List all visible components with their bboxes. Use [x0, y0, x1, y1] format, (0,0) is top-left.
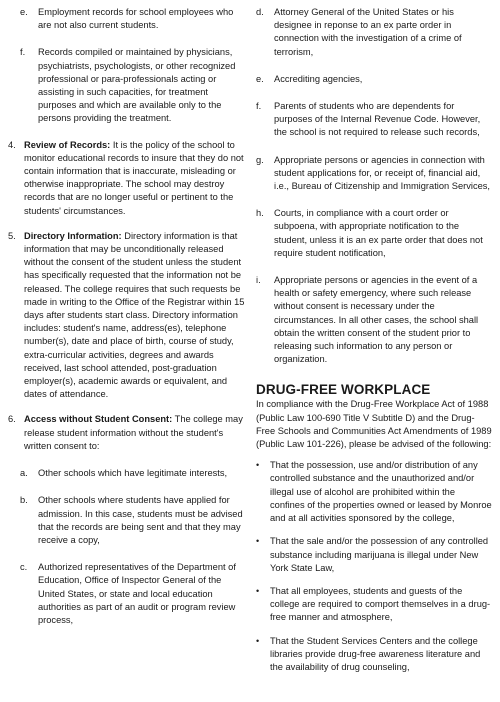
- item-marker: d.: [256, 7, 264, 17]
- bullet-item: [256, 635, 492, 675]
- list-item-d: [256, 6, 492, 59]
- bullet-item: [256, 459, 492, 525]
- item-marker: i.: [256, 275, 261, 286]
- item-text: Attorney General of the United States or his designee in reponse to an ex parte order in connection with the investigation of a crime of terrorism,: [274, 7, 462, 57]
- list-item-h: [256, 207, 492, 260]
- list-item-i: [256, 274, 492, 366]
- item-text: Parents of students who are dependents for purposes of the Internal Revenue Code. However, the school is not required to release such records,: [274, 101, 481, 138]
- list-item-f: [20, 46, 246, 125]
- bullet-text: That the sale and/or the possession of any controlled substance including marijuana is illegal under New York State Law,: [270, 536, 489, 573]
- item-title: Review of Records:: [24, 139, 111, 150]
- item-text: Appropriate persons or agencies in connection with student applications for, or receipt of, financial aid, i.e., Bureau of Citizenship and Immigration Services,: [274, 154, 490, 192]
- item-text: Courts, in compliance with a court order or subpoena, with appropriate notification to the student, unless it is an ex parte order that does not require student notification,: [274, 208, 483, 258]
- list-item-e: [256, 73, 492, 86]
- item-text: Records compiled or maintained by physicians, psychiatrists, psychologists, or other recognized professional or para-professionals acting or assisting in such capacities, for treatment purposes and which are available only to the persons providing the treatment.: [38, 47, 236, 124]
- item-marker: 4.: [8, 139, 16, 150]
- list-item-g: [256, 154, 492, 194]
- item-text: Authorized representatives of the Department of Education, Office of Inspector General of the United States, or state and local education authorities as part of an audit or program review process,: [38, 562, 236, 625]
- section-heading: DRUG-FREE WORKPLACE: [256, 382, 431, 398]
- bullet-marker: •: [256, 585, 260, 596]
- item-marker: h.: [256, 208, 264, 219]
- item-text: [24, 230, 246, 402]
- list-item-5: [8, 230, 246, 402]
- item-marker: f.: [20, 47, 26, 58]
- item-marker: f.: [256, 101, 262, 112]
- item-marker: 6.: [8, 414, 16, 425]
- list-item-f: [256, 100, 492, 140]
- item-marker: e.: [20, 7, 28, 17]
- item-marker: a.: [20, 468, 28, 479]
- item-marker: 5.: [8, 230, 16, 241]
- item-title: Directory Information:: [24, 230, 122, 241]
- item-body: Directory information is that information that may be unconditionally released without the consent of the student unless the student has specifically requested that the information not be released. The college requires that such requests be made in writing to the Office of the Registrar within 15 days after students start class. Directory information includes: student's name, address(es), telephone number(s), date and place of birth, course of study, extra-curricular activities, degrees and awards received, last school attended, post-graduation employer(s), academic awards or equivalent, and dates of attendance.: [24, 230, 245, 400]
- item-text: Employment records for school employees who are not also current students.: [38, 7, 234, 31]
- item-text: [24, 139, 246, 218]
- bullet-marker: •: [256, 635, 260, 646]
- item-body: It is the policy of the school to monitor educational records to insure that they do not contain information that is inaccurate, misleading or otherwise inappropriate. The school may destroy records that are no longer useful or pertinent to the students' circumstances.: [24, 139, 244, 216]
- bullet-marker: •: [256, 460, 260, 471]
- item-text: Appropriate persons or agencies in the event of a health or safety emergency, where such release without consent is necessary under the circumstances. In all other cases, the school shall obtain the written consent of the student prior to releasing such information to any person or organization.: [274, 275, 479, 365]
- item-marker: e.: [256, 73, 264, 84]
- right-column: [256, 6, 492, 674]
- item-marker: g.: [256, 154, 264, 165]
- item-title: Access without Student Consent:: [24, 414, 173, 425]
- item-text: Other schools which have legitimate interests,: [38, 468, 228, 479]
- item-text: Accrediting agencies,: [274, 73, 363, 84]
- list-item-6a: [20, 467, 246, 480]
- bullet-text: That all employees, students and guests of the college are required to comport themselves in a drug-free manner and atmosphere,: [270, 585, 491, 623]
- item-marker: b.: [20, 495, 28, 506]
- item-text: [24, 413, 246, 453]
- bullet-text: That the Student Services Centers and the college libraries provide drug-free awareness literature and the availability of drug counseling,: [270, 635, 481, 672]
- bullet-item: [256, 585, 492, 625]
- left-column: [8, 6, 246, 627]
- list-item-6b: [20, 494, 246, 547]
- list-item-4: [8, 139, 246, 218]
- bullet-marker: •: [256, 536, 260, 547]
- list-item-6: [8, 413, 246, 453]
- item-marker: c.: [20, 562, 28, 573]
- bullet-text: That the possession, use and/or distribution of any controlled substance and the unauthorized and/or illegal use of alcohol are prohibited within the confines of the properties owned or leased by Monroe and at all activities sponsored by the college,: [270, 460, 492, 524]
- list-item-6c: [20, 561, 246, 627]
- list-item-e: [20, 6, 246, 32]
- bullet-item: [256, 535, 492, 575]
- item-body: The college may release student information without the student's written consent to:: [24, 414, 243, 451]
- item-text: Other schools where students have applied for admission. In this case, students must be advised that the records are being sent and that they may receive a copy,: [38, 495, 243, 545]
- section-intro: In compliance with the Drug-Free Workplace Act of 1988 (Public Law 100-690 Title V Subtitle D) and the Drug-Free Schools and Communities Act Amendments of 1989 (Public Law 101-226), please be advised of the following:: [256, 399, 492, 450]
